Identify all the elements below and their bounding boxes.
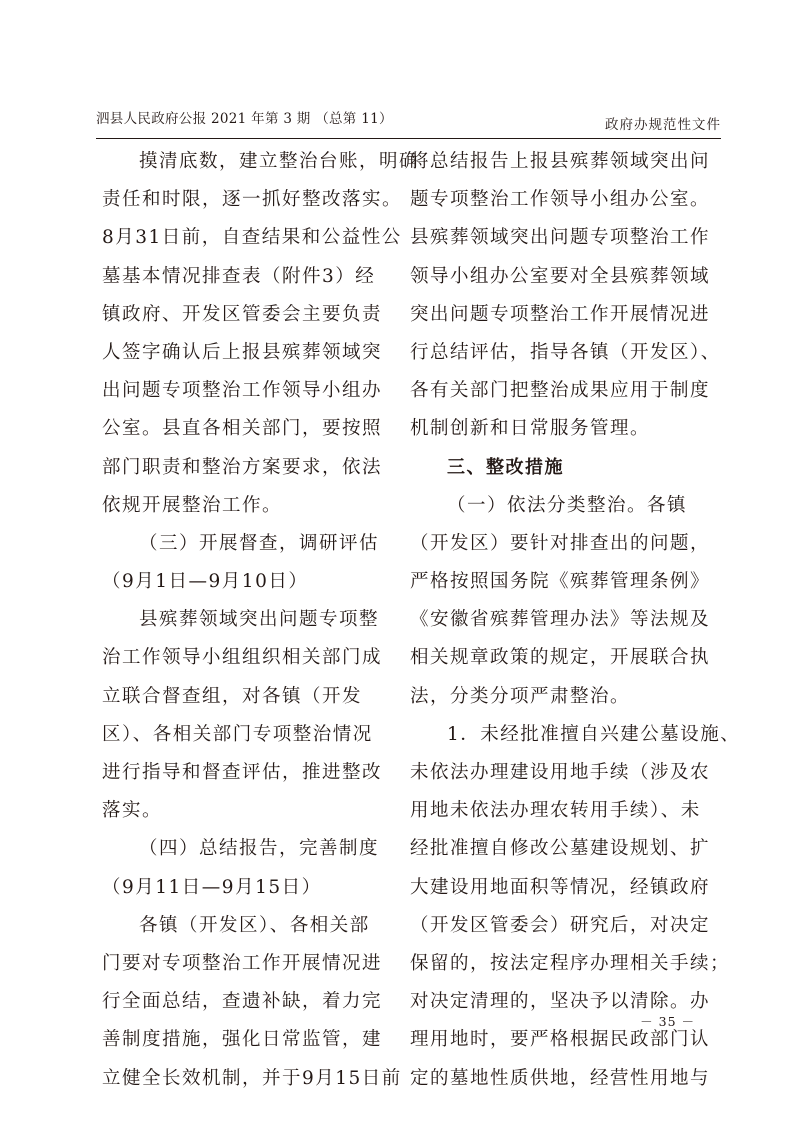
text-line: 8月31日前，自查结果和公益性公 <box>102 227 402 249</box>
section-date-range: （9月11日—9月15日） <box>102 876 322 898</box>
text-line: 法，分类分项严肃整治。 <box>410 685 631 707</box>
text-line: 摸清底数，建立整治台账，明确 <box>139 151 420 172</box>
text-line: 题专项整治工作领导小组办公室。 <box>410 189 711 211</box>
text-line: 严格按照国务院《殡葬管理条例》 <box>410 571 711 593</box>
text-line: 各有关部门把整治成果应用于制度 <box>410 380 711 402</box>
text-line: 领导小组办公室要对全县殡葬领域 <box>410 265 711 287</box>
text-line: 县殡葬领域突出问题专项整 <box>139 609 380 631</box>
text-line: 出问题专项整治工作领导小组办 <box>102 380 383 402</box>
text-line: 理用地时，要严格根据民政部门认 <box>410 1029 711 1051</box>
text-line: 县殡葬领域突出问题专项整治工作 <box>410 227 711 249</box>
right-text-column <box>410 143 741 1098</box>
text-line: 行全面总结，查遗补缺，着力完 <box>102 991 383 1013</box>
text-line: 相关规章政策的规定，开展联合执 <box>410 647 711 669</box>
text-line: 善制度措施，强化日常监管，建 <box>102 1029 383 1051</box>
text-line: 依规开展整治工作。 <box>102 494 283 516</box>
text-line: 将总结报告上报县殡葬领域突出问 <box>410 151 711 172</box>
text-line: 落实。 <box>102 800 163 822</box>
text-line: 对决定清理的，坚决予以清除。办 <box>410 991 711 1013</box>
text-line: 未依法办理建设用地手续（涉及农 <box>410 762 711 783</box>
text-line: 大建设用地面积等情况，经镇政府 <box>410 876 711 898</box>
text-line: 人签字确认后上报县殡葬领域突 <box>102 341 383 363</box>
text-line: 定的墓地性质供地，经营性用地与 <box>410 1067 711 1089</box>
text-line: 治工作领导小组组织相关部门成 <box>102 647 383 669</box>
text-line: 进行指导和督查评估，推进整改 <box>102 762 383 783</box>
text-line: 区）、各相关部门专项整治情况 <box>102 723 373 745</box>
section-heading: （四）总结报告，完善制度 <box>139 838 380 860</box>
text-line: 《安徽省殡葬管理办法》等法规及 <box>410 609 711 631</box>
text-line: 用地未依法办理农转用手续）、未 <box>410 800 701 822</box>
page-number: － 35 － <box>640 1014 695 1029</box>
section-heading: （三）开展督查，调研评估 <box>139 532 380 554</box>
text-line: 立联合督查组，对各镇（开发 <box>102 685 363 707</box>
text-line: （开发区）要针对排查出的问题， <box>410 532 711 554</box>
gazette-issue-title: 泗县人民政府公报 2021 年第 3 期 （总第 11） <box>96 111 393 127</box>
section-heading-bold: 三、整改措施 <box>447 456 564 478</box>
text-line: 门要对专项整治工作开展情况进 <box>102 952 383 974</box>
text-line: 机制创新和日常服务管理。 <box>410 418 651 440</box>
text-line: 保留的，按法定程序办理相关手续； <box>410 952 731 974</box>
text-line: 立健全长效机制，并于9月15日前 <box>102 1067 402 1089</box>
left-text-column <box>102 143 420 1098</box>
text-line: 公室。县直各相关部门，要按照 <box>102 418 383 440</box>
text-line: 经批准擅自修改公墓建设规划、扩 <box>410 838 711 860</box>
text-line: 突出问题专项整治工作开展情况进 <box>410 303 711 325</box>
text-line: 各镇（开发区）、各相关部 <box>139 914 370 936</box>
text-line: （开发区管委会）研究后，对决定 <box>410 914 711 936</box>
text-line: 镇政府、开发区管委会主要负责 <box>102 303 383 325</box>
section-date-range: （9月1日—9月10日） <box>102 571 309 593</box>
numbered-item: 1．未经批准擅自兴建公墓设施、 <box>447 723 741 745</box>
section-title: 政府办规范性文件 <box>605 117 721 133</box>
text-line: 部门职责和整治方案要求，依法 <box>102 456 383 478</box>
header-divider <box>96 138 721 139</box>
text-line: 责任和时限，逐一抓好整改落实。 <box>102 189 403 211</box>
subsection-heading: （一）依法分类整治。各镇 <box>447 494 688 516</box>
text-line: 行总结评估，指导各镇（开发区）、 <box>410 341 721 363</box>
text-line: 墓基本情况排查表（附件3）经 <box>102 265 376 287</box>
